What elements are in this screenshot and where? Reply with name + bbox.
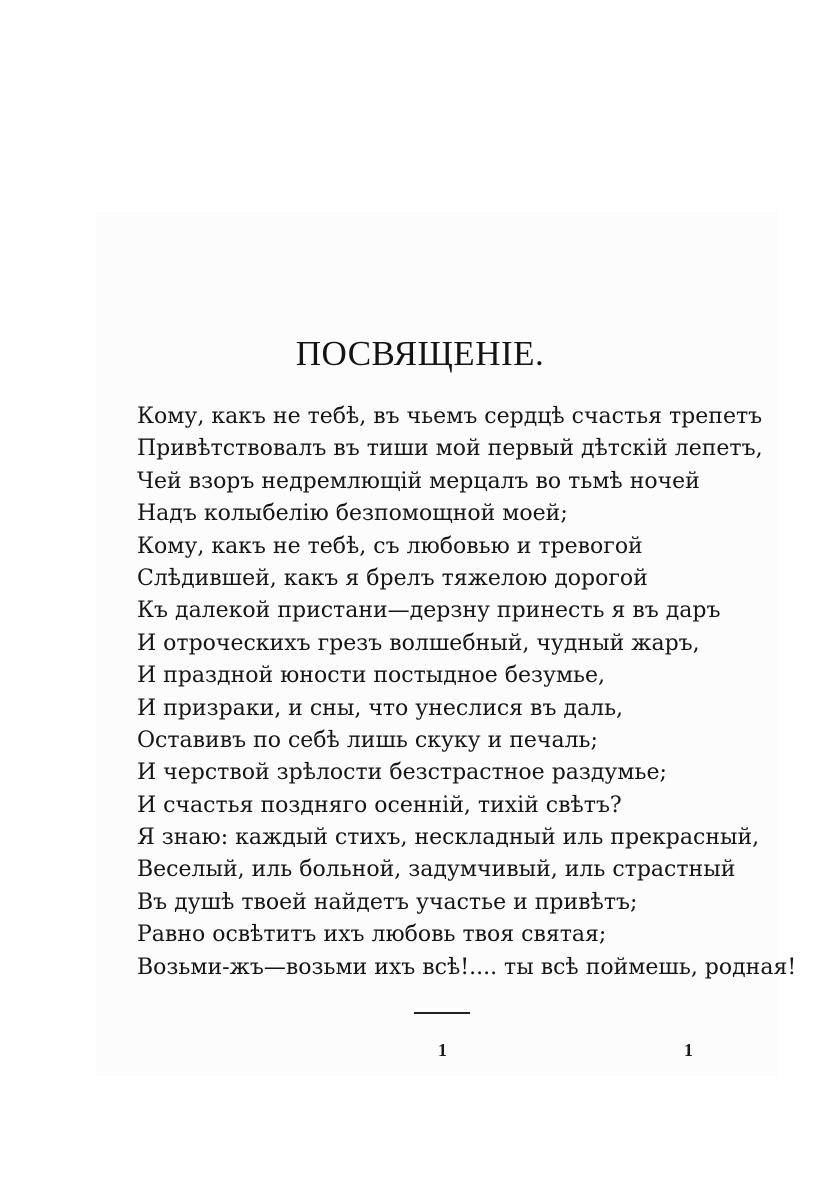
poem-line: Привѣтствовалъ въ тиши мой первый дѣтскій лепетъ, [137,436,763,462]
poem-body [137,401,797,984]
poem-line: Веселый, иль больной, задумчивый, иль страстный [137,857,736,883]
poem-line: И праздной юности постыдное безумье, [137,663,606,689]
poem-line: И отроческихъ грезъ волшебный, чудный жаръ, [137,630,700,656]
poem-line: Возьми-жъ—возьми ихъ всѣ!.... ты всѣ поймешь, родная! [137,954,797,980]
poem-line: Слѣдившей, какъ я брелъ тяжелою дорогой [137,565,648,591]
signature-mark-right: 1 [684,1040,693,1060]
poem-line: Оставивъ по себѣ лишь скуку и печаль; [137,727,598,753]
poem-line: Кому, какъ не тебѣ, съ любовью и тревогой [137,533,643,559]
poem-line: Надъ колыбелію безпомощной моей; [137,501,568,527]
poem-line: Кому, какъ не тебѣ, въ чьемъ сердцѣ счастья трепетъ [137,404,763,429]
section-divider [414,1012,470,1014]
poem-line: И черствой зрѣлости безстрастное раздумье; [137,760,667,786]
poem-line: Чей взоръ недремлющій мерцалъ во тьмѣ ночей [137,468,700,494]
poem-line: Я знаю: каждый стихъ, нескладный иль прекрасный, [137,825,760,851]
poem-line: И счастья поздняго осенній, тихій свѣтъ? [137,792,622,818]
poem-line: Къ далекой пристани—дерзну принесть я въ даръ [137,598,721,624]
poem-line: Въ душѣ твоей найдетъ участье и привѣтъ; [137,889,638,915]
poem-line: И призраки, и сны, что унеслися въ даль, [137,695,624,721]
page-title: ПОСВЯЩЕНІЕ. [295,334,545,373]
signature-mark-left: 1 [438,1040,447,1060]
poem-line: Равно освѣтитъ ихъ любовь твоя святая; [137,922,607,948]
